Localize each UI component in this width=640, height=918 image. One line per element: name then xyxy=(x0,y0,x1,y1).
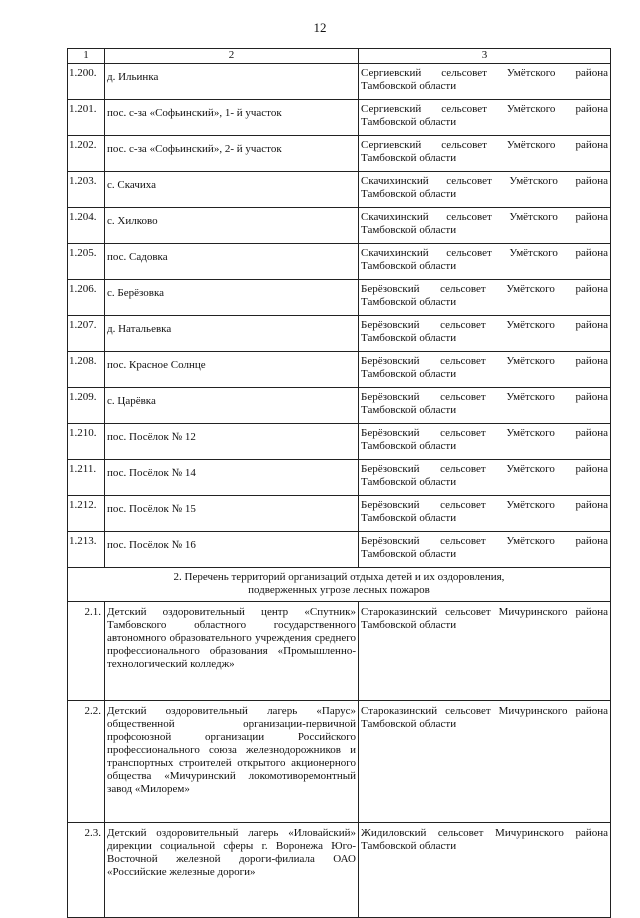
section-heading-line-2: подверженных угрозе лесных пожаров xyxy=(248,584,430,596)
table-row xyxy=(68,424,611,460)
row-number: 1.207. xyxy=(68,316,105,352)
row-number: 1.204. xyxy=(68,208,105,244)
territory-table xyxy=(67,48,611,918)
municipality-name: Жидиловский сельсовет Мичуринского района Тамбовской области xyxy=(359,823,611,918)
municipality-name: Скачихинский сельсовет Умётского района Тамбовской области xyxy=(359,244,611,280)
municipality-name: Староказинский сельсовет Мичуринского района Тамбовской области xyxy=(359,701,611,823)
section-heading xyxy=(68,568,611,602)
settlement-name: пос. Красное Солнце xyxy=(105,352,359,388)
column-header-3: 3 xyxy=(359,49,611,64)
table-row xyxy=(68,244,611,280)
column-header-1: 1 xyxy=(68,49,105,64)
settlement-name: пос. Посёлок № 15 xyxy=(105,496,359,532)
organization-name: Детский оздоровительный центр «Спутник» Тамбовского областного государственного автономного образовательного учреждения среднего профессионального образования «Промышленно-технологический колледж» xyxy=(105,602,359,701)
table-row xyxy=(68,136,611,172)
table-row xyxy=(68,316,611,352)
row-number: 1.206. xyxy=(68,280,105,316)
table-row xyxy=(68,532,611,568)
table-row xyxy=(68,701,611,823)
organization-name: Детский оздоровительный лагерь «Парус» общественной организации-первичной профсоюзной организации Российского профессионального союза железнодорожников и транспортных строителей открытого акционерного общества «Мичуринский локомотиворемонтный завод «Милорем» xyxy=(105,701,359,823)
row-number: 2.1. xyxy=(68,602,105,701)
municipality-name: Берёзовский сельсовет Умётского района Тамбовской области xyxy=(359,280,611,316)
municipality-name: Берёзовский сельсовет Умётского района Тамбовской области xyxy=(359,496,611,532)
municipality-name: Скачихинский сельсовет Умётского района Тамбовской области xyxy=(359,208,611,244)
settlement-name: с. Скачиха xyxy=(105,172,359,208)
row-number: 1.202. xyxy=(68,136,105,172)
settlement-name: д. Натальевка xyxy=(105,316,359,352)
municipality-name: Берёзовский сельсовет Умётского района Тамбовской области xyxy=(359,388,611,424)
municipality-name: Сергиевский сельсовет Умётского района Тамбовской области xyxy=(359,64,611,100)
municipality-name: Сергиевский сельсовет Умётского района Тамбовской области xyxy=(359,100,611,136)
settlement-name: с. Хилково xyxy=(105,208,359,244)
table-row xyxy=(68,280,611,316)
municipality-name: Скачихинский сельсовет Умётского района Тамбовской области xyxy=(359,172,611,208)
municipality-name: Сергиевский сельсовет Умётского района Тамбовской области xyxy=(359,136,611,172)
municipality-name: Берёзовский сельсовет Умётского района Тамбовской области xyxy=(359,532,611,568)
settlement-name: пос. Садовка xyxy=(105,244,359,280)
row-number: 1.213. xyxy=(68,532,105,568)
row-number: 1.211. xyxy=(68,460,105,496)
settlement-name: пос. с-за «Софьинский», 1- й участок xyxy=(105,100,359,136)
row-number: 1.209. xyxy=(68,388,105,424)
row-number: 1.210. xyxy=(68,424,105,460)
table-row xyxy=(68,352,611,388)
row-number: 1.208. xyxy=(68,352,105,388)
column-header-2: 2 xyxy=(105,49,359,64)
section-heading-line-1: 2. Перечень территорий организаций отдыха детей и их оздоровления, xyxy=(173,571,505,583)
table-row xyxy=(68,602,611,701)
settlement-name: с. Берёзовка xyxy=(105,280,359,316)
table-header-row xyxy=(68,49,611,64)
settlement-name: пос. с-за «Софьинский», 2- й участок xyxy=(105,136,359,172)
settlement-name: пос. Посёлок № 16 xyxy=(105,532,359,568)
table-row xyxy=(68,496,611,532)
table-row xyxy=(68,64,611,100)
settlement-name: с. Царёвка xyxy=(105,388,359,424)
municipality-name: Берёзовский сельсовет Умётского района Тамбовской области xyxy=(359,352,611,388)
table-row xyxy=(68,172,611,208)
settlement-name: пос. Посёлок № 14 xyxy=(105,460,359,496)
municipality-name: Берёзовский сельсовет Умётского района Тамбовской области xyxy=(359,424,611,460)
table-row xyxy=(68,460,611,496)
municipality-name: Берёзовский сельсовет Умётского района Тамбовской области xyxy=(359,460,611,496)
page-number: 12 xyxy=(313,20,327,35)
row-number: 2.2. xyxy=(68,701,105,823)
municipality-name: Староказинский сельсовет Мичуринского района Тамбовской области xyxy=(359,602,611,701)
organization-name: Детский оздоровительный лагерь «Иловайский» дирекции социальной сферы г. Воронежа Юго-Восточной железной дороги-филиала ОАО «Российские железные дороги» xyxy=(105,823,359,918)
table-row xyxy=(68,823,611,918)
table-row xyxy=(68,100,611,136)
settlement-name: д. Ильинка xyxy=(105,64,359,100)
municipality-name: Берёзовский сельсовет Умётского района Тамбовской области xyxy=(359,316,611,352)
row-number: 1.205. xyxy=(68,244,105,280)
row-number: 1.212. xyxy=(68,496,105,532)
row-number: 2.3. xyxy=(68,823,105,918)
row-number: 1.200. xyxy=(68,64,105,100)
table-row xyxy=(68,388,611,424)
table-row xyxy=(68,208,611,244)
section-heading-row xyxy=(68,568,611,602)
settlement-name: пос. Посёлок № 12 xyxy=(105,424,359,460)
row-number: 1.203. xyxy=(68,172,105,208)
row-number: 1.201. xyxy=(68,100,105,136)
